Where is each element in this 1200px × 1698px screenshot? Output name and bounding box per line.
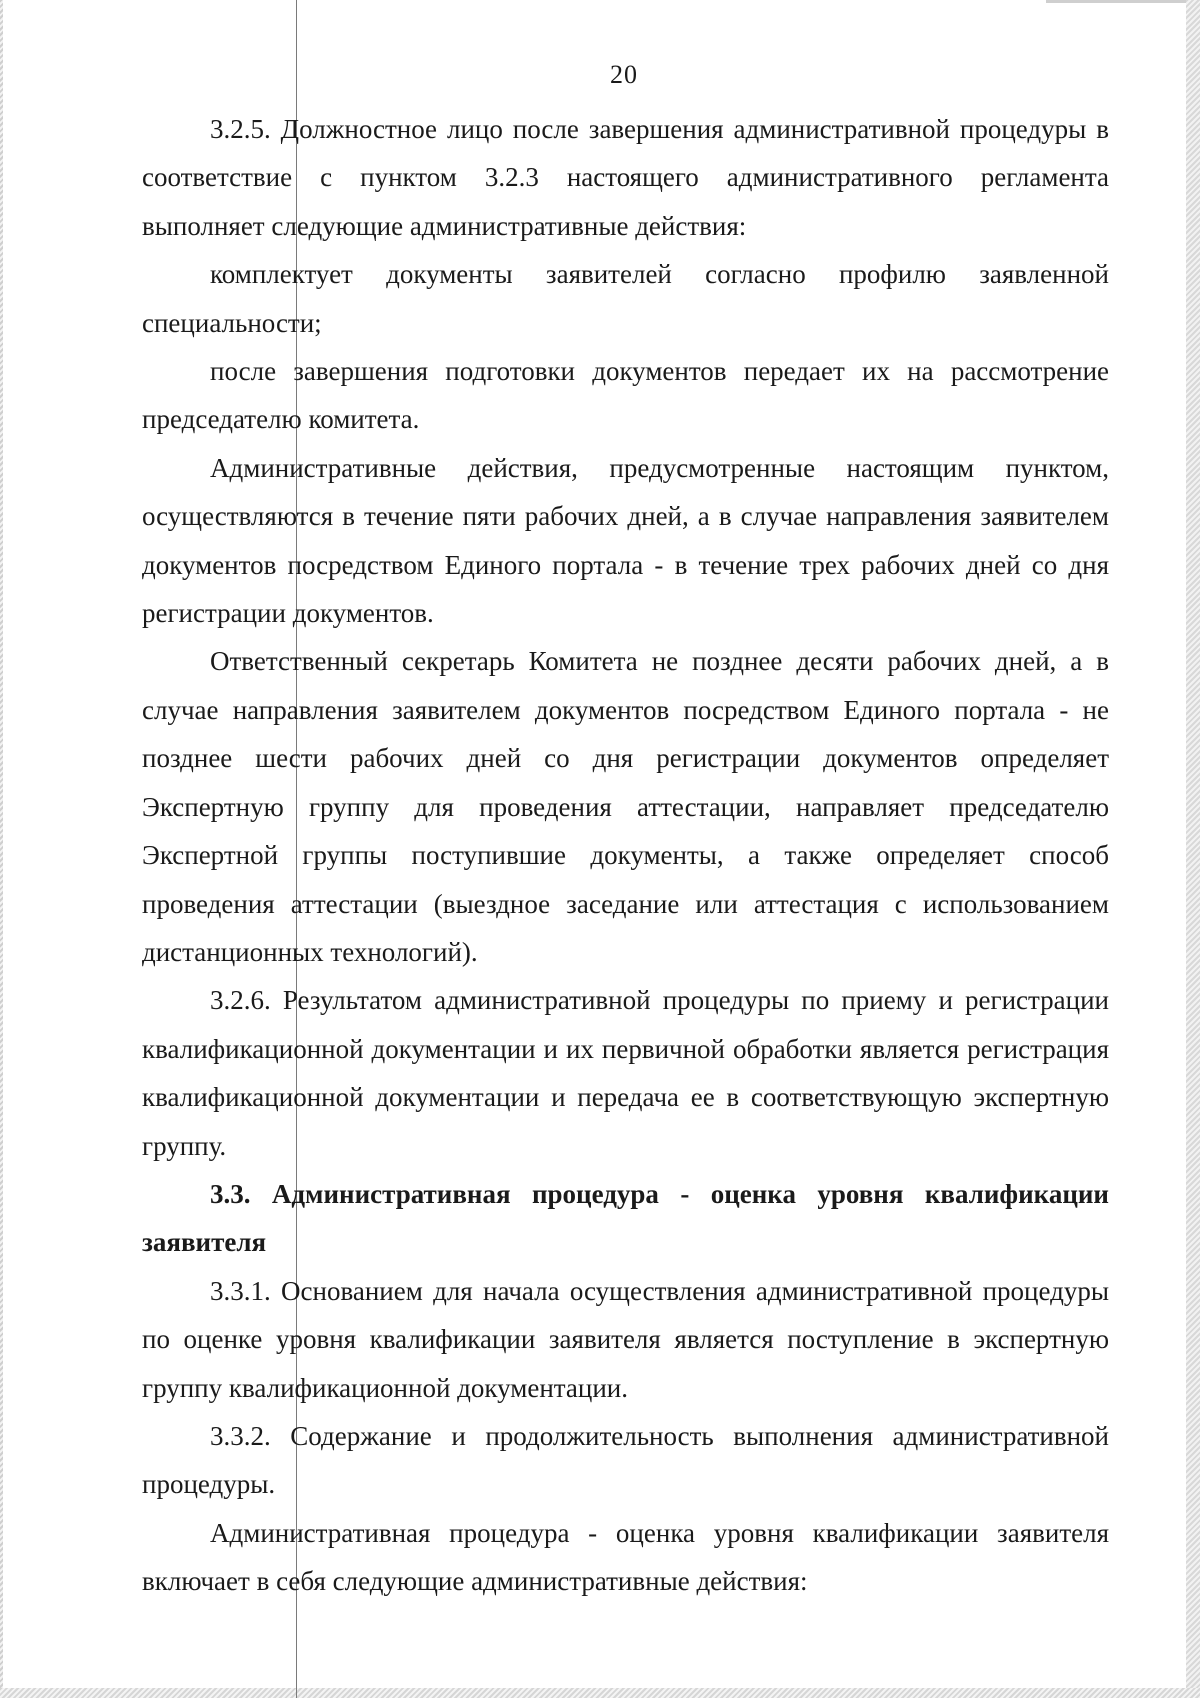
paragraph: Административные действия, предусмотренные настоящим пунктом, осуществляются в течение пяти рабочих дней, а в случае направления заявителем документов посредством Единого портала - в течение трех рабочих дней со дня регистрации документов. [142,452,1109,629]
paragraph-3-2-6: 3.2.6. Результатом административной процедуры по приему и регистрации квалификационной документации и их первичной обработки является регистрация квалификационной документации и передача ее в соответствующую экспертную группу. [142,985,1109,1161]
paragraph-list-item: после завершения подготовки документов передает их на рассмотрение председателю комитета. [142,356,1109,435]
paragraph: Административная процедура - оценка уровня квалификации заявителя включает в себя следующие административные действия: [142,1517,1109,1597]
scan-edge-top [1046,0,1186,3]
page-number: 20 [610,60,638,89]
scan-edge-right [1186,0,1200,1698]
paragraph-list-item: комплектует документы заявителей согласно профилю заявленной специальности; [142,259,1109,338]
section-heading-3-3: 3.3. Административная процедура - оценка уровня квалификации заявителя [142,1178,1109,1258]
scan-edge-bottom [0,1688,1200,1698]
paragraph: Ответственный секретарь Комитета не позднее десяти рабочих дней, а в случае направления заявителем документов посредством Единого портала - не позднее шести рабочих дней со дня регистрации документов определяет Экспертную группу для проведения аттестации, направляет председателю Экспертной группы поступившие документы, а также определяет способ проведения аттестации (выездное заседание или аттестация с использованием дистанционных технологий). [142,646,1109,967]
paragraph-3-2-5: 3.2.5. Должностное лицо после завершения административной процедуры в соответствие с пунктом 3.2.3 настоящего административного регламента выполняет следующие административные действия: [142,114,1109,241]
paragraph-3-3-1: 3.3.1. Основанием для начала осуществления административной процедуры по оценке уровня квалификации заявителя является поступление в экспертную группу квалификационной документации. [142,1275,1109,1403]
scan-edge-left [0,0,3,1698]
paragraph-3-3-2: 3.3.2. Содержание и продолжительность выполнения административной процедуры. [142,1420,1109,1500]
document-body [142,105,1109,1606]
